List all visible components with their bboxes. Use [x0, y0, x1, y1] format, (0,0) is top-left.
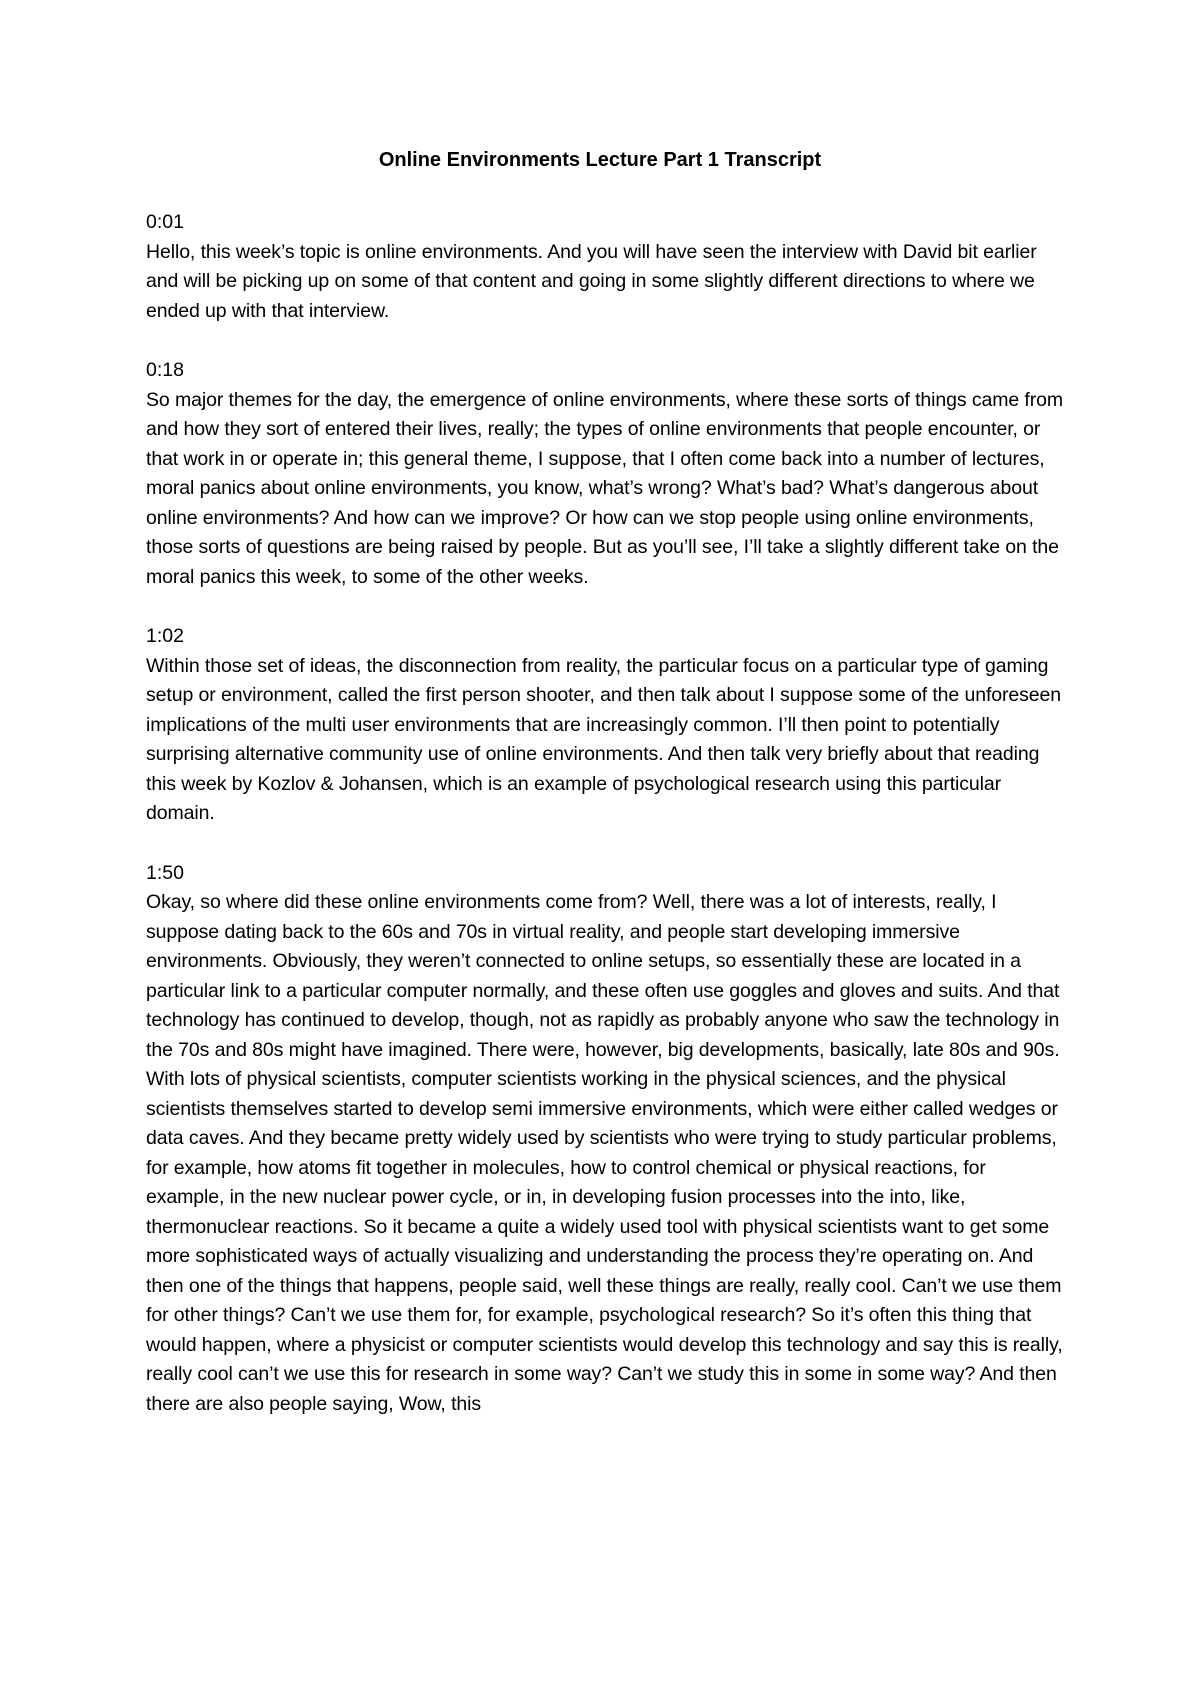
- transcript-section: [146, 859, 1066, 1420]
- transcript-section: [146, 622, 1066, 829]
- timestamp: 1:02: [146, 625, 184, 647]
- transcript-paragraph: So major themes for the day, the emergence of online environments, where these sorts of things came from and how they sort of entered their lives, really; the types of online environments that people encounter, or that work in or operate in; this general theme, I suppose, that I often come back into a number of lectures, moral panics about online environments, you know, what’s wrong? What’s bad? What’s dangerous about online environments? And how can we improve? Or how can we stop people using online environments, those sorts of questions are being raised by people. But as you’ll see, I’ll take a slightly different take on the moral panics this week, to some of the other weeks.: [146, 388, 1064, 588]
- transcript-paragraph: Hello, this week’s topic is online environments. And you will have seen the interview with David bit earlier and will be picking up on some of that content and going in some slightly different directions to where we ended up with that interview.: [146, 240, 1037, 322]
- transcript-section: [146, 208, 1066, 326]
- timestamp: 0:18: [146, 359, 184, 381]
- transcript-section: [146, 356, 1066, 592]
- transcript-paragraph: Okay, so where did these online environments come from? Well, there was a lot of interests, really, I suppose dating back to the 60s and 70s in virtual reality, and people start developing immersive environments. Obviously, they weren’t connected to online setups, so essentially these are located in a particular link to a particular computer normally, and these often use goggles and gloves and suits. And that technology has continued to develop, though, not as rapidly as probably anyone who saw the technology in the 70s and 80s might have imagined. There were, however, big developments, basically, late 80s and 90s. With lots of physical scientists, computer scientists working in the physical sciences, and the physical scientists themselves started to develop semi immersive environments, which were either called wedges or data caves. And they became pretty widely used by scientists who were trying to study particular problems, for example, how atoms fit together in molecules, how to control chemical or physical reactions, for example, in the new nuclear power cycle, or in, in developing fusion processes into the into, like, thermonuclear reactions. So it became a quite a widely used tool with physical scientists want to get some more sophisticated ways of actually visualizing and understanding the process they’re operating on. And then one of the things that happens, people said, well these things are really, really cool. Can’t we use them for other things? Can’t we use them for, for example, psychological research? So it’s often this thing that would happen, where a physicist or computer scientists would develop this technology and say this is really, really cool can’t we use this for research in some way? Can’t we study this in some in some way? And then there are also people saying, Wow, this: [146, 891, 1063, 1415]
- timestamp: 1:50: [146, 861, 184, 884]
- timestamp: 0:01: [146, 211, 184, 233]
- document-title: Online Environments Lecture Part 1 Transcript: [378, 149, 822, 171]
- transcript-body: [146, 208, 1066, 1449]
- transcript-paragraph: Within those set of ideas, the disconnection from reality, the particular focus on a particular type of gaming setup or environment, called the first person shooter, and then talk about I suppose some of the unforeseen implications of the multi user environments that are increasingly common. I’ll then point to potentially surprising alternative community use of online environments. And then talk very briefly about that reading this week by Kozlov & Johansen, which is an example of psychological research using this particular domain.: [146, 654, 1062, 824]
